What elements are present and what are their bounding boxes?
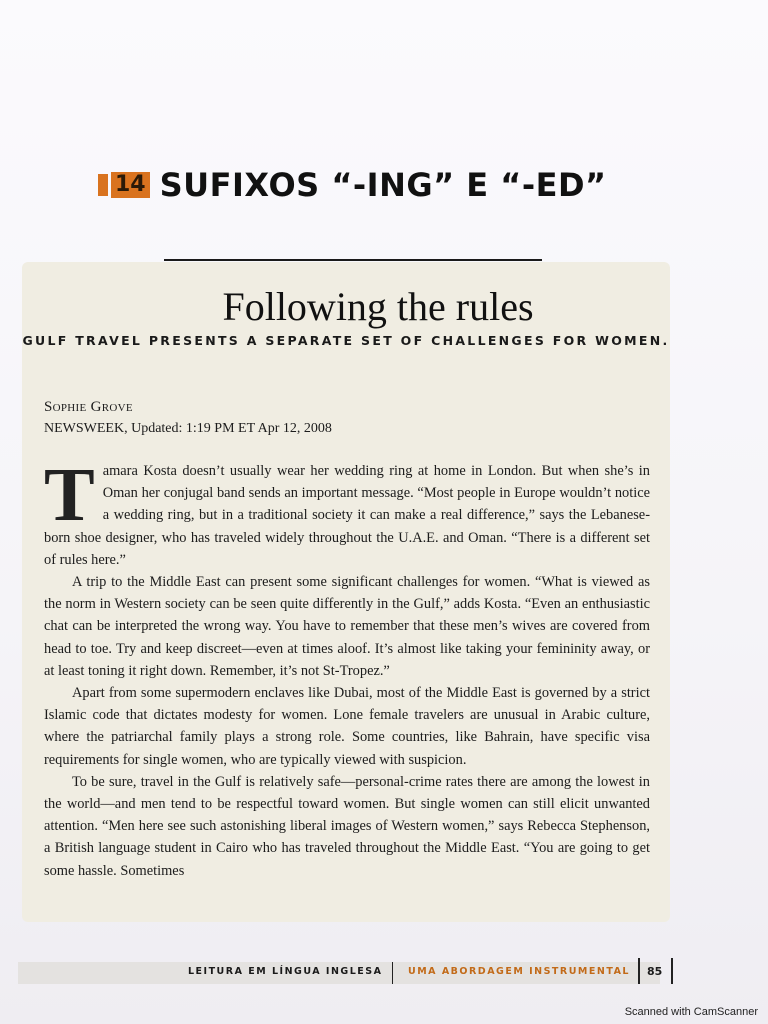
headline-rule (164, 259, 542, 261)
badge-bar-decoration (98, 174, 108, 196)
article-author: Sophie Grove (44, 399, 133, 415)
footer-book-title: LEITURA EM LÍNGUA INGLESA (188, 966, 383, 977)
article-paragraph: A trip to the Middle East can present some significant challenges for women. “What is viewed as the norm in Western society can be seen quite differently in the Gulf,” adds Kosta. “Even an enthusiastic chat can be interpreted the wrong way. You have to remember that these men’s wives are covered from head to toe. Try and keep discreet—even at times aloof. It’s almost like taking your femininity away, or at least toning it right down. Remember, it’s not St-Tropez.” (44, 574, 650, 679)
article-subhead: GULF TRAVEL PRESENTS A SEPARATE SET OF CHALLENGES FOR WOMEN. (22, 333, 670, 348)
footer-divider (671, 958, 673, 984)
article-body (44, 453, 650, 882)
article-paragraph (44, 453, 650, 571)
article-headline: Following the rules (222, 284, 534, 329)
footer-divider (638, 958, 640, 984)
article-paragraph: To be sure, travel in the Gulf is relatively safe—personal-crime rates there are among the lowest in the world—and men tend to be respectful toward women. But single women can still elicit unwanted attention. “Men here see such astonishing liberal images of Western women,” says Rebecca Stephenson, a British language student in Cairo who has traveled throughout the Middle East. “You are going to get some hassle. Sometimes (44, 773, 650, 879)
chapter-title: SUFIXOS “-ING” E “-ED” (159, 166, 607, 204)
footer-book-subtitle: UMA ABORDAGEM INSTRUMENTAL (408, 966, 630, 977)
chapter-number: 14 (111, 172, 150, 198)
drop-cap: T (44, 453, 95, 537)
chapter-heading (98, 165, 607, 205)
article-paragraph: Apart from some supermodern enclaves like Dubai, most of the Middle East is governed by a strict Islamic code that dictates modesty for women. Lone female travelers are unusual in Arabic culture, where the patriarchal family plays a strong role. Some countries, like Bahrain, have specific visa requirements for single women, who are typically viewed with suspicion. (44, 685, 650, 768)
footer-divider (392, 962, 393, 984)
first-paragraph-text: amara Kosta doesn’t usually wear her wedding ring at home in London. But when she’s in Oman her conjugal band sends an important message. “Most people in Europe wouldn’t notice a wedding ring, but in a traditional society it can make a real difference,” says the Lebanese-born shoe designer, who has traveled widely throughout the U.A.E. and Oman. “There is a different set of rules here.” (44, 463, 650, 568)
page-number: 85 (647, 965, 663, 978)
article-dateline: NEWSWEEK, Updated: 1:19 PM ET Apr 12, 2008 (44, 421, 332, 436)
scanner-watermark: Scanned with CamScanner (624, 1006, 758, 1018)
chapter-number-badge (98, 172, 150, 198)
